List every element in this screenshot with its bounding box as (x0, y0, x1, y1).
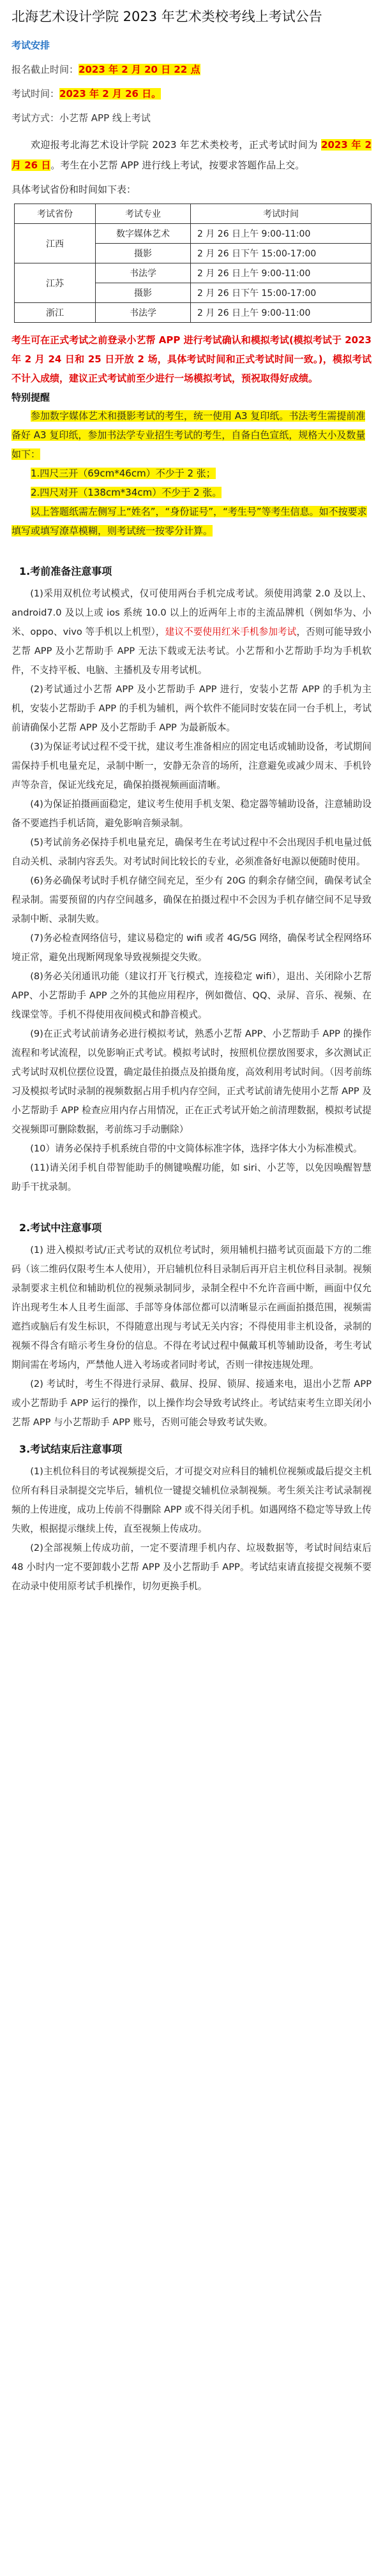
exam-time-value: 2023 年 2 月 26 日。 (59, 88, 161, 100)
registration-value: 2023 年 2 月 20 日 22 点 (79, 64, 200, 75)
section1-item-5: (5)考试前务必保持手机电量充足，确保考生在考试过程中不会出现因手机电量过低自动关机、录制内容丢失。对考试时间比较长的专业，必须准备好电源以便随时使用。 (11, 837, 372, 867)
section1-heading: 1.考前准备注意事项 (19, 565, 112, 577)
table-row (15, 224, 372, 244)
section2-heading: 2.考试中注意事项 (19, 1222, 102, 1234)
registration-deadline (11, 62, 372, 77)
section1-item-3: (3)为保证考试过程不受干扰，建议考生准备相应的固定电话或辅助设备，考试期间需保持手机电量充足，录制中断一，安静无杂音的场所，注意避免或减少周末、手机铃声等杂音，保证光线充足，确保拍摄视频画面清晰。 (11, 741, 372, 790)
special-reminder-p4: 以上答题纸需左侧写上“姓名”，“身份证号”，“考生号”等考生信息。如不按要求填写或填写潦草模糊，则考试统一按零分计算。 (11, 506, 367, 537)
section3-heading: 3.考试结束后注意事项 (19, 1443, 123, 1455)
section2-item-1: (1) 进入模拟考试/正式考试的双机位考试时，须用辅机扫描考试页面最下方的二维码（该二维码仅限考生本人使用），开启辅机位科目录制后再开启主机位科目录制。视频录制要求主机位和辅助机位的视频录制同步，录制全程中不允许音画中断，画面中仅允许出现考生本人且考生面部、手部等身体部位都可以清晰显示在画面拍摄范围，视频需遮挡或脑后有发生标识，不得随意出现与考试无关内容；不得使用非主机设备，录制的视频不得含有暗示考生身份的信息。不得在考试过程中佩戴耳机等辅助设备，考生考试期间需在考场内，严禁他人进入考场或者同时考试，否则一律按违规处理。 (11, 1245, 372, 1370)
header-major: 考试专业 (96, 204, 191, 224)
exam-method: 考试方式：小艺帮 APP 线上考试 (11, 112, 151, 124)
special-reminder-p3: 2.四尺对开（138cm*34cm）不少于 2 张。 (31, 487, 222, 498)
cell-major: 摄影 (96, 244, 191, 263)
page-title: 北海艺术设计学院 2023 年艺术类校考线上考试公告 (11, 9, 322, 24)
cell-major: 书法学 (96, 303, 191, 323)
cell-time: 2 月 26 日上午 9:00-11:00 (191, 303, 372, 323)
special-reminder-p1: 参加数字媒体艺术和摄影考试的考生，统一使用 A3 复印纸。书法考生需提前准备好 A3 复印纸，参加书法学专业招生考试的考生，自备白色宣纸，规格大小及数量如下： (11, 410, 366, 460)
cell-province: 江西 (15, 224, 96, 263)
section1-item-6: (6)务必确保考试时手机存储空间充足，至少有 20G 的剩余存储空间，确保考试全程录制。需要预留的内存空间越多，确保在拍摄过程中不会因为手机存储空间不足导致录制中断、录制失败。 (11, 875, 372, 924)
cell-major: 数字媒体艺术 (96, 224, 191, 244)
section2-item-2: (2) 考试时，考生不得进行录屏、截屏、投屏、锁屏、接通来电，退出小艺帮 APP 或小艺帮助手 APP 运行的操作，以上操作均会导致考试终止。考试结束考生立即关闭小艺帮 APP 与小艺帮助手 APP 账号，否则可能会导致考试失败。 (11, 1379, 372, 1428)
mock-exam-warning: 考生可在正式考试之前登录小艺帮 APP 进行考试确认和模拟考试(模拟考试于 2023 年 2 月 24 日和 25 日开放 2 场，具体考试时间和正式考试时间一致。)，模拟考试不计入成绩，建议正式考试前至少进行一场模拟考试，预祝取得好成绩。 (11, 334, 372, 384)
section1-item-1: (1)采用双机位考试模式，仅可使用两台手机完成考试。须使用鸿蒙 2.0 及以上、android7.0 及以上或 ios 系统 10.0 以上的近两年上市的主流品牌机（例如华为、小米、oppo、vivo 等手机以上机型），建议不要使用红米手机参加考试，否则可能导致小艺帮 APP 及小艺帮助手 APP 无法下载或无法考试。小艺帮和小艺帮助手均为手机软件，不支持平板、电脑、主播机及专用考试机。 (11, 588, 372, 676)
registration-label: 报名截止时间： (11, 64, 79, 75)
table-row (15, 263, 372, 283)
table-header-row (15, 204, 372, 224)
section1-item-7: (7)务必检查网络信号，建议易稳定的 wifi 或者 4G/5G 网络，确保考试全程网络环境正常，避免出现断网现象导致视频提交失败。 (11, 933, 372, 963)
exam-arrangement-heading: 考试安排 (11, 40, 50, 51)
intro-date: 2023 年 2 月 26 日 (11, 139, 372, 171)
intro-paragraph (11, 135, 372, 175)
table-row (15, 303, 372, 323)
special-reminder-p2: 1.四尺三开（69cm*46cm）不少于 2 张； (31, 468, 216, 479)
section1-item-10: (10）请务必保持手机系统自带的中文简体标准字体，选择字体大小为标准模式。 (30, 1143, 363, 1154)
cell-time: 2 月 26 日上午 9:00-11:00 (191, 263, 372, 283)
special-reminder-heading: 特别提醒 (11, 392, 50, 403)
table-intro: 具体考试省份和时间如下表： (11, 184, 137, 195)
section1-item-8: (8)务必关闭通讯功能（建议打开飞行模式，连接稳定 wifi），退出、关闭除小艺帮 APP、小艺帮助手 APP 之外的其他应用程序，例如微信、QQ、录屏、音乐、视频、在线课堂等。手机不得使用夜间模式和静音模式。 (11, 971, 372, 1020)
cell-time: 2 月 26 日下午 15:00-17:00 (191, 244, 372, 263)
redmi-warning: 建议不要使用红米手机参加考试 (165, 626, 297, 637)
cell-province: 江苏 (15, 263, 96, 303)
header-time: 考试时间 (191, 204, 372, 224)
cell-time: 2 月 26 日上午 9:00-11:00 (191, 224, 372, 244)
intro-text-a: 欢迎报考北海艺术设计学院 2023 年艺术类校考，正式考试时间为 (31, 139, 322, 151)
cell-major: 书法学 (96, 263, 191, 283)
section1-item-11: (11)请关闭手机自带智能助手的侧键唤醒功能，如 siri、小艺等，以免因唤醒智慧助手干扰录制。 (11, 1162, 372, 1192)
cell-major: 摄影 (96, 283, 191, 303)
cell-time: 2 月 26 日下午 15:00-17:00 (191, 283, 372, 303)
exam-schedule-table (14, 204, 372, 323)
cell-province: 浙江 (15, 303, 96, 323)
header-province: 考试省份 (15, 204, 96, 224)
exam-time (11, 86, 372, 101)
section3-item-1: (1)主机位科目的考试视频提交后，才可提交对应科目的辅机位视频或最后提交主机位所有科目录制提交完毕后，辅机位一键提交辅机位录制视频。考生须关注考试录制视频的上传进度，成功上传前不得删除 APP 或不得关闭手机。如遇网络不稳定等导致上传失败，根据提示继续上传，直至视频上传成功。 (11, 1466, 372, 1534)
section1-item-2: (2)考试通过小艺帮 APP 及小艺帮助手 APP 进行，安装小艺帮 APP 的手机为主机，安装小艺帮助手 APP 的手机为辅机，两个软件不能同时安装在同一台手机上，考试前请确保小艺帮 APP 及小艺帮助手 APP 为最新版本。 (11, 684, 372, 733)
section1-item-4: (4)为保证拍摄画面稳定，建议考生使用手机支架、稳定器等辅助设备，注意辅助设备不要遮挡手机话筒，避免影响音频录制。 (11, 799, 372, 829)
exam-time-label: 考试时间： (11, 88, 60, 100)
section3-item-2: (2)全部视频上传成功前，一定不要清理手机内存、垃圾数据等，考试时间结束后 48 小时内一定不要卸载小艺帮 APP 及小艺帮助手 APP。考试结束请直接提交视频不要在动录中使用原考试手机操作，切勿更换手机。 (11, 1543, 372, 1592)
section1-item-9: (9)在正式考试前请务必进行模拟考试，熟悉小艺帮 APP、小艺帮助手 APP 的操作流程和考试流程，以免影响正式考试。模拟考试时，按照机位摆放图要求，多次测试正式考试时双机位摆位设置，确定最佳拍摄点及拍摄角度，高效利用考试时间。（因考前练习及模拟考试时录制的视频数据占用手机内存空间，正式考试前请先使用小艺帮 APP 及小艺帮助手 APP 检查应用内存占用情况，正在正式考试开始之前清理数据，模拟考试提交视频即可删除数据，考前练习手动删除） (11, 1028, 372, 1135)
intro-text-b: 。考生在小艺帮 APP 进行线上考试，按要求答题作品上交。 (50, 159, 305, 171)
